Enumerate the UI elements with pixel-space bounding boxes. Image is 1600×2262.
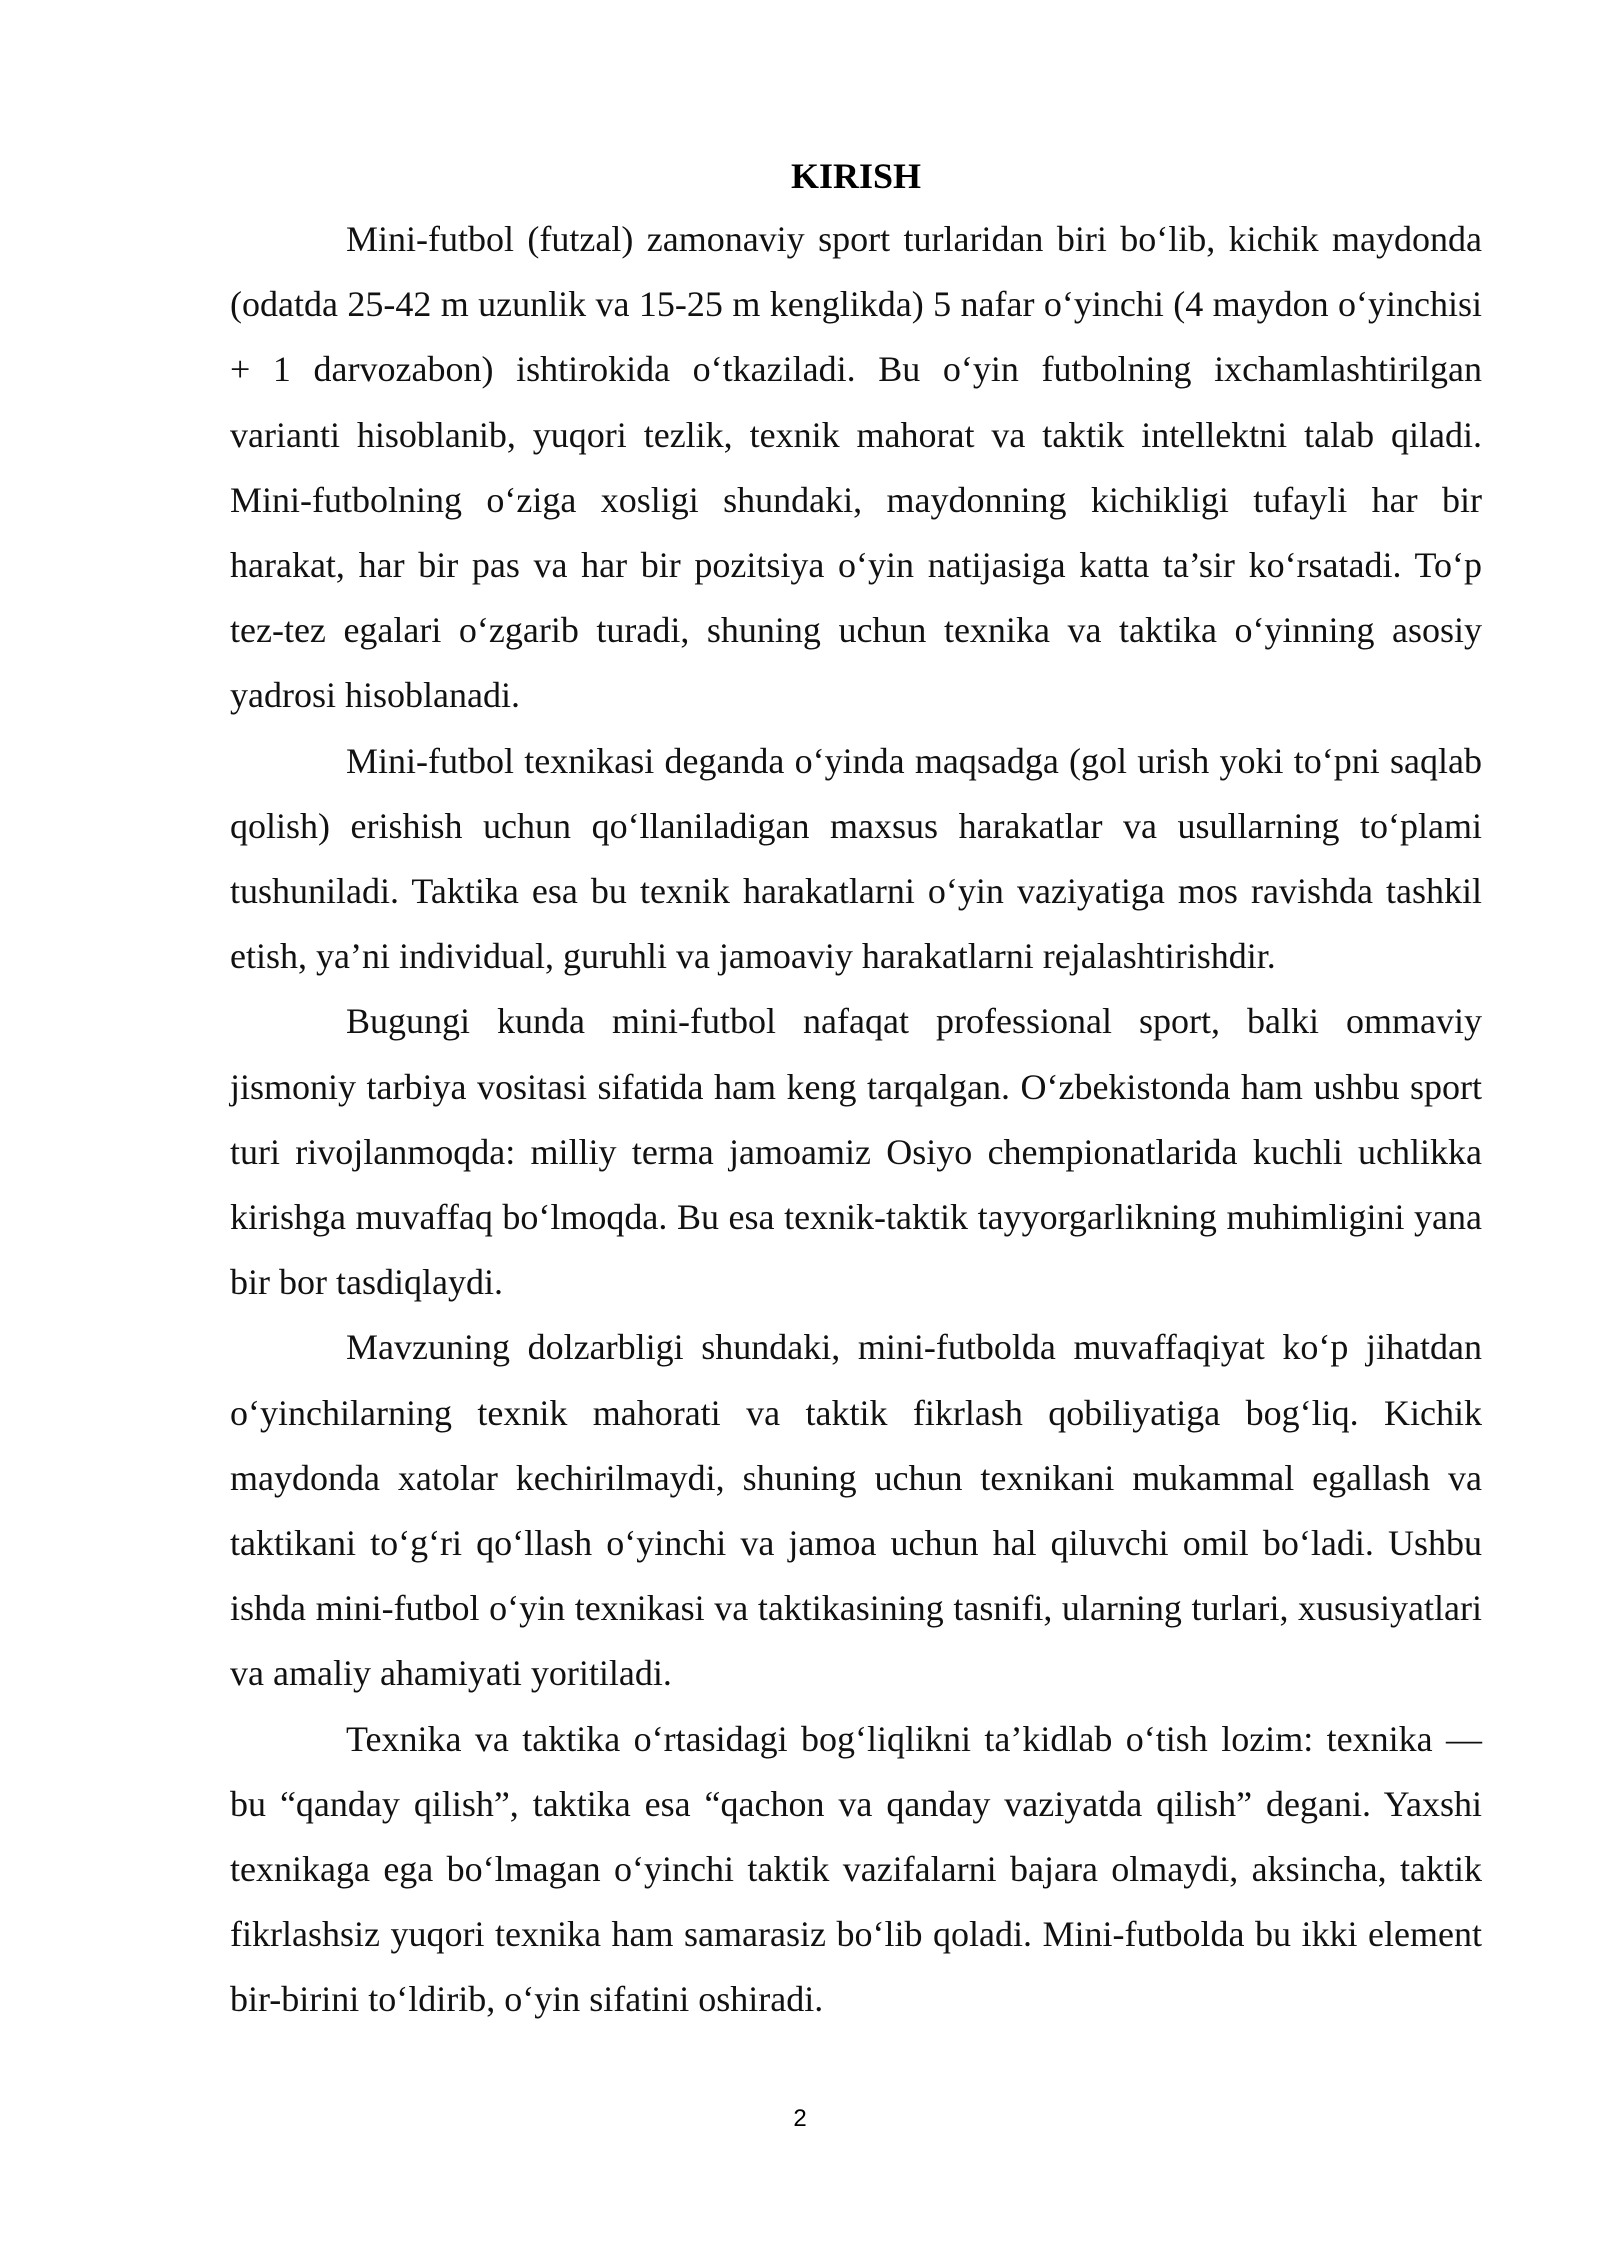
paragraph-3: Bugungi kunda mini-futbol nafaqat professional sport, balki ommaviy jismoniy tarbiya vositasi sifatida ham keng tarqalgan. O‘zbekistonda ham ushbu sport turi rivojlanmoqda: milliy terma jamoamiz Osiyo chempionatlarida kuchli uchlikka kirishga muvaffaq bo‘lmoqda. Bu esa texnik-taktik tayyorgarlikning muhimligini yana bir bor tasdiqlaydi. xyxy=(230,1001,1482,1303)
paragraph-2: Mini-futbol texnikasi deganda o‘yinda maqsadga (gol urish yoki to‘pni saqlab qolish) erishish uchun qo‘llaniladigan maxsus harakatlar va usullarning to‘plami tushuniladi. Taktika esa bu texnik harakatlarni o‘yin vaziyatiga mos ravishda tashkil etish, ya’ni individual, guruhli va jamoaviy harakatlarni rejalashtirishdir. xyxy=(230,740,1482,977)
section-heading: KIRISH xyxy=(790,156,922,196)
page-content xyxy=(230,145,1482,2033)
page-number: 2 xyxy=(793,2105,807,2132)
paragraph-1: Mini-futbol (futzal) zamonaviy sport turlaridan biri bo‘lib, kichik maydonda (odatda 25-42 m uzunlik va 15-25 m kenglikda) 5 nafar o‘yinchi (4 maydon o‘yinchisi + 1 darvozabon) ishtirokida o‘tkaziladi. Bu o‘yin futbolning ixchamlashtirilgan varianti hisoblanib, yuqori tezlik, texnik mahorat va taktik intellektni talab qiladi. Mini-futbolning o‘ziga xosligi shundaki, maydonning kichikligi tufayli har bir harakat, har bir pas va har bir pozitsiya o‘yin natijasiga katta ta’sir ko‘rsatadi. To‘p tez-tez egalari o‘zgarib turadi, shuning uchun texnika va taktika o‘yinning asosiy yadrosi hisoblanadi. xyxy=(230,219,1482,716)
paragraph-4: Mavzuning dolzarbligi shundaki, mini-futbolda muvaffaqiyat ko‘p jihatdan o‘yinchilarning texnik mahorati va taktik fikrlash qobiliyatiga bog‘liq. Kichik maydonda xatolar kechirilmaydi, shuning uchun texnikani mukammal egallash va taktikani to‘g‘ri qo‘llash o‘yinchi va jamoa uchun hal qiluvchi omil bo‘ladi. Ushbu ishda mini-futbol o‘yin texnikasi va taktikasining tasnifi, ularning turlari, xususiyatlari va amaliy ahamiyati yoritiladi. xyxy=(230,1327,1482,1694)
paragraph-5: Texnika va taktika o‘rtasidagi bog‘liqlikni ta’kidlab o‘tish lozim: texnika — bu “qanday qilish”, taktika esa “qachon va qanday vaziyatda qilish” degani. Yaxshi texnikaga ega bo‘lmagan o‘yinchi taktik vazifalarni bajara olmaydi, aksincha, taktik fikrlashsiz yuqori texnika ham samarasiz bo‘lib qoladi. Mini-futbolda bu ikki element bir-birini to‘ldirib, o‘yin sifatini oshiradi. xyxy=(230,1718,1482,2020)
